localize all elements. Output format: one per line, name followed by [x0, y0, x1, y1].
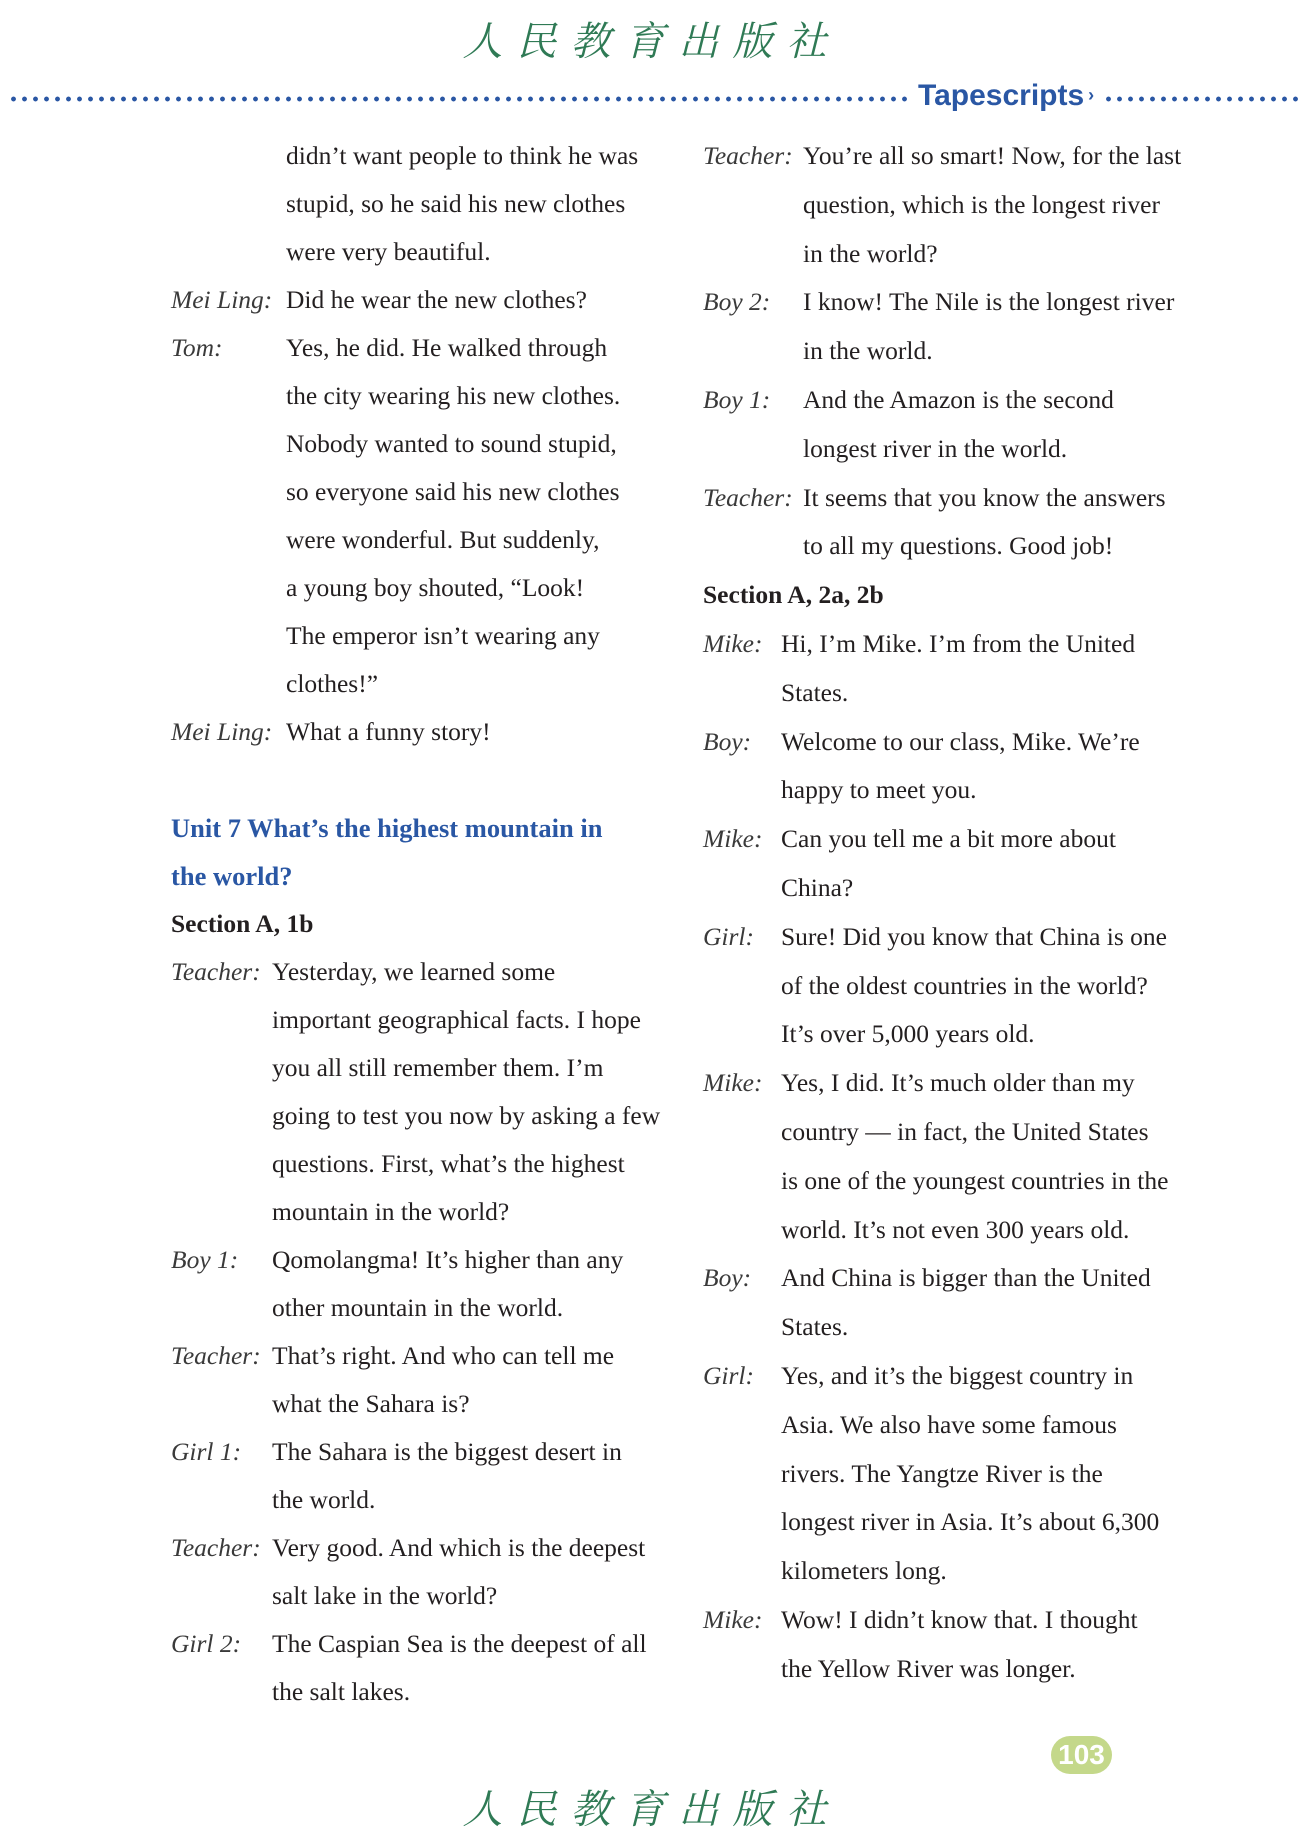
dialogue-text: world. It’s not even 300 years old.: [781, 1214, 1130, 1244]
dialogue-line: [703, 1401, 1203, 1450]
dialogue-text: clothes!”: [286, 669, 379, 698]
unit-heading: Unit 7 What’s the highest mountain in: [171, 813, 603, 843]
dialogue-line: [703, 132, 1203, 181]
dialogue-text: States.: [781, 1312, 849, 1342]
dialogue-line: [171, 996, 666, 1044]
dialogue-text: The emperor isn’t wearing any: [286, 621, 600, 650]
dialogue-text: the world.: [272, 1485, 376, 1514]
dialogue-line: [703, 1596, 1203, 1645]
dialogue-text: salt lake in the world?: [272, 1581, 498, 1610]
dialogue-line: [171, 468, 666, 516]
dialogue-line: [171, 228, 666, 276]
dialogue-text: rivers. The Yangtze River is the: [781, 1458, 1103, 1488]
dialogue-text: what the Sahara is?: [272, 1389, 470, 1418]
dialogue-line: [703, 1010, 1203, 1059]
dialogue-text: The Sahara is the biggest desert in: [272, 1437, 622, 1466]
dialogue-line: [703, 620, 1203, 669]
dialogue-line: [703, 425, 1203, 474]
dialogue-line: [703, 1206, 1203, 1255]
dialogue-text: didn’t want people to think he was: [286, 141, 639, 170]
dialogue-text: were very beautiful.: [286, 237, 491, 266]
page-number-badge: 103: [1051, 1736, 1112, 1774]
dialogue-text: the salt lakes.: [272, 1677, 411, 1706]
dialogue-line: [171, 1236, 666, 1284]
dialogue-line: [703, 718, 1203, 767]
dialogue-text: Yes, and it’s the biggest country in: [781, 1360, 1134, 1390]
dialogue-text: of the oldest countries in the world?: [781, 970, 1148, 1000]
speaker-label: Mike:: [703, 1604, 763, 1634]
dialogue-line: [171, 1476, 666, 1524]
dialogue-line: [171, 324, 666, 372]
speaker-label: Boy:: [703, 1263, 752, 1293]
dialogue-line: [171, 660, 666, 708]
dialogue-text: country — in fact, the United States: [781, 1116, 1149, 1146]
dialogue-text: important geographical facts. I hope: [272, 1005, 641, 1034]
header-dotted-rule-right: [1103, 96, 1298, 102]
dialogue-text: in the world.: [803, 336, 933, 366]
left-dialogue: [171, 948, 666, 1716]
speaker-label: Girl:: [703, 1360, 754, 1390]
dialogue-text: States.: [781, 677, 849, 707]
dialogue-text: And China is bigger than the United: [781, 1263, 1151, 1293]
dialogue-text: going to test you now by asking a few: [272, 1101, 661, 1130]
dialogue-text: stupid, so he said his new clothes: [286, 189, 626, 218]
dialogue-text: It’s over 5,000 years old.: [781, 1019, 1035, 1049]
speaker-label: Boy:: [703, 726, 752, 756]
dialogue-text: longest river in Asia. It’s about 6,300: [781, 1507, 1160, 1537]
dialogue-line: [703, 1108, 1203, 1157]
dialogue-line: [171, 1524, 666, 1572]
dialogue-line: [703, 913, 1203, 962]
dialogue-line: [703, 1645, 1203, 1694]
dialogue-line: [703, 815, 1203, 864]
dialogue-text: The Caspian Sea is the deepest of all: [272, 1629, 647, 1658]
dialogue-line: [703, 327, 1203, 376]
header-dotted-rule-left: [8, 96, 913, 102]
speaker-label: Girl 2:: [171, 1629, 242, 1658]
dialogue-line: [703, 962, 1203, 1011]
dialogue-line: [171, 1044, 666, 1092]
speaker-label: Teacher:: [703, 482, 793, 512]
dialogue-line: [171, 1284, 666, 1332]
dialogue-line: [171, 372, 666, 420]
dialogue-line: [703, 766, 1203, 815]
dialogue-text: Very good. And which is the deepest: [272, 1533, 646, 1562]
dialogue-text: to all my questions. Good job!: [803, 531, 1114, 561]
dialogue-line: [171, 1140, 666, 1188]
dialogue-text: Sure! Did you know that China is one: [781, 921, 1167, 951]
dialogue-text: you all still remember them. I’m: [272, 1053, 604, 1082]
dialogue-text: mountain in the world?: [272, 1197, 510, 1226]
dialogue-line: [703, 1254, 1203, 1303]
dialogue-text: Hi, I’m Mike. I’m from the United: [781, 628, 1136, 658]
dialogue-line: [171, 612, 666, 660]
dialogue-text: That’s right. And who can tell me: [272, 1341, 615, 1370]
speaker-label: Teacher:: [171, 1341, 261, 1370]
speaker-label: Tom:: [171, 333, 223, 362]
dialogue-text: a young boy shouted, “Look!: [286, 573, 585, 602]
left-column: [171, 132, 666, 1716]
dialogue-text: Wow! I didn’t know that. I thought: [781, 1604, 1138, 1634]
running-head: [918, 79, 1098, 113]
dialogue-text: were wonderful. But suddenly,: [286, 525, 600, 554]
dialogue-text: Welcome to our class, Mike. We’re: [781, 726, 1140, 756]
speaker-label: Boy 2:: [703, 287, 771, 317]
dialogue-text: the city wearing his new clothes.: [286, 381, 621, 410]
dialogue-line: [703, 1547, 1203, 1596]
dialogue-line: [171, 948, 666, 996]
dialogue-line: [171, 1332, 666, 1380]
dialogue-line: [171, 180, 666, 228]
dialogue-text: questions. First, what’s the highest: [272, 1149, 625, 1178]
publisher-logo-top: 人民教育出版社: [462, 19, 841, 65]
dialogue-line: [703, 864, 1203, 913]
dialogue-text: Nobody wanted to sound stupid,: [286, 429, 617, 458]
dialogue-text: China?: [781, 872, 854, 902]
speaker-label: Mike:: [703, 1068, 763, 1098]
publisher-logo-bottom: 人民教育出版社: [462, 1787, 841, 1833]
speaker-label: Girl:: [703, 921, 754, 951]
dialogue-line: [171, 1428, 666, 1476]
speaker-label: Mei Ling:: [171, 285, 273, 314]
dialogue-text: Yes, I did. It’s much older than my: [781, 1068, 1135, 1098]
dialogue-text: Yesterday, we learned some: [272, 957, 556, 986]
dialogue-text: You’re all so smart! Now, for the last: [803, 141, 1182, 170]
right-column: [703, 132, 1203, 1694]
dialogue-line: [171, 1668, 666, 1716]
dialogue-line: [703, 278, 1203, 327]
dialogue-text: Can you tell me a bit more about: [781, 824, 1116, 854]
dialogue-text: What a funny story!: [286, 717, 491, 746]
dialogue-text: is one of the youngest countries in the: [781, 1165, 1169, 1195]
section-title: Section A, 2a, 2b: [703, 580, 884, 610]
dialogue-text: the Yellow River was longer.: [781, 1653, 1076, 1683]
speaker-label: Boy 1:: [703, 384, 771, 414]
speaker-label: Girl 1:: [171, 1437, 242, 1466]
left-dialogue-continued: [171, 132, 666, 756]
dialogue-line: [703, 474, 1203, 523]
dialogue-line: [703, 669, 1203, 718]
section-title: Section A, 1b: [171, 909, 314, 938]
dialogue-text: Yes, he did. He walked through: [286, 333, 608, 362]
spacer: [171, 756, 666, 804]
dialogue-text: Asia. We also have some famous: [781, 1409, 1117, 1439]
dialogue-line: [171, 420, 666, 468]
running-head-chevron-icon: ›: [1088, 85, 1095, 105]
dialogue-line: [171, 1572, 666, 1620]
speaker-label: Teacher:: [703, 141, 793, 170]
dialogue-text: Did he wear the new clothes?: [286, 285, 587, 314]
speaker-label: Mei Ling:: [171, 717, 273, 746]
dialogue-text: I know! The Nile is the longest river: [803, 287, 1175, 317]
dialogue-line: [171, 1380, 666, 1428]
speaker-label: Mike:: [703, 628, 763, 658]
dialogue-line: [171, 132, 666, 180]
speaker-label: Boy 1:: [171, 1245, 239, 1274]
dialogue-line: [703, 1303, 1203, 1352]
dialogue-text: happy to meet you.: [781, 775, 977, 805]
dialogue-line: [171, 276, 666, 324]
dialogue-line: [703, 376, 1203, 425]
dialogue-line: [703, 1157, 1203, 1206]
dialogue-line: [703, 1059, 1203, 1108]
dialogue-text: in the world?: [803, 238, 938, 268]
dialogue-text: question, which is the longest river: [803, 189, 1160, 219]
speaker-label: Teacher:: [171, 1533, 261, 1562]
speaker-label: Mike:: [703, 824, 763, 854]
dialogue-line: [703, 1450, 1203, 1499]
dialogue-text: And the Amazon is the second: [803, 384, 1114, 414]
right-dialogue: [703, 620, 1203, 1694]
unit-heading-continued: the world?: [171, 861, 293, 891]
dialogue-line: [171, 1092, 666, 1140]
dialogue-line: [703, 181, 1203, 230]
dialogue-text: longest river in the world.: [803, 433, 1068, 463]
dialogue-text: kilometers long.: [781, 1556, 947, 1586]
speaker-label: Teacher:: [171, 957, 261, 986]
dialogue-line: [703, 230, 1203, 279]
dialogue-line: [703, 1352, 1203, 1401]
dialogue-text: It seems that you know the answers: [803, 482, 1166, 512]
dialogue-text: so everyone said his new clothes: [286, 477, 620, 506]
dialogue-line: [171, 1620, 666, 1668]
dialogue-line: [171, 564, 666, 612]
running-head-title: Tapescripts: [918, 79, 1085, 112]
dialogue-line: [171, 1188, 666, 1236]
dialogue-line: [703, 522, 1203, 571]
dialogue-text: Qomolangma! It’s higher than any: [272, 1245, 624, 1274]
dialogue-line: [703, 1498, 1203, 1547]
right-dialogue-continued: [703, 132, 1203, 571]
dialogue-text: other mountain in the world.: [272, 1293, 564, 1322]
dialogue-line: [171, 516, 666, 564]
dialogue-line: [171, 708, 666, 756]
